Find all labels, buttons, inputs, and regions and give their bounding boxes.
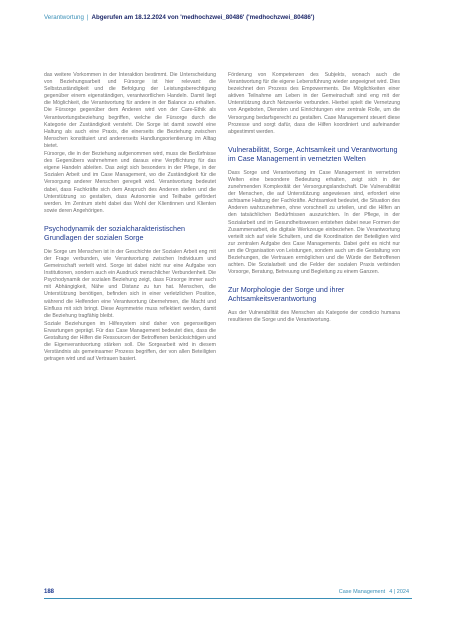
section-tag: Verantwortung [44,14,84,21]
paragraph: Dass Sorge und Verantwortung im Case Management in vernetzten Welten eine besondere Bedeutung erhalten, zeigt sich in der zunehmenden Komplexität der Versorgungslandschaft. Die Vulnerabilität der Menschen, die auf Unterstützung angewiesen sind, erfordert eine achtsame Haltung der Fachkräfte. Achtsamkeit bedeutet, die Situation des Anderen wahrzunehmen, ohne vorschnell zu urteilen, und die Hilfen an den tatsächlichen Bedürfnissen auszurichten. In der Pflege, in der Sozialarbeit und im Gesundheitswesen entstehen dabei neue Formen der Zusammenarbeit, die digitale Werkzeuge einbeziehen. Die Verantwortung verteilt sich auf viele Schultern, und die Koordination der Beteiligten wird zur zentralen Aufgabe des Case Managements. Dabei geht es nicht nur um die Organisation von Leistungen, sondern auch um die Gestaltung von Beziehungen, die Vertrauen ermöglichen und die Würde der Betroffenen achten. Die Sozialarbeit und die Felder der sozialen Praxis verbinden Vorsorge, Beratung, Betreuung und Begleitung zu einem Ganzen. [228,169,400,276]
paragraph: Förderung von Kompetenzen des Subjekts, wonach auch die Verantwortung für die eigene Lebensführung wieder angeeignet wird. Dies bezeichnet den Prozess des Empowerments. Die Möglichkeiten einer aktiven Teilnahme am Leben in der Gemeinschaft sind eng mit der Unterstützung durch Netzwerke verbunden. Hierbei spielt die Vernetzung von Angeboten, Diensten und Einrichtungen eine zentrale Rolle, um die Versorgung bedarfsgerecht zu gestalten. Case Management steuert diese Prozesse und sorgt dafür, dass die Hilfen koordiniert und aufeinander abgestimmt werden. [228,72,400,135]
page-number: 188 [44,589,55,595]
footer-divider [44,598,412,599]
journal-issue: 4 | 2024 [389,589,409,595]
paragraph: Fürsorge, die in der Beziehung aufgenommen wird, muss die Bedürfnisse des Gegenübers wahrnehmen und daraus eine Verpflichtung für das eigene Handeln ableiten. Das zeigt sich besonders in der Pflege, in der Sozialen Arbeit und im Case Management, wo die Zuständigkeit für die Versorgung anderer Menschen geregelt wird. Verantwortung bedeutet dabei, dass Fachkräfte sich dem Anspruch des Anderen stellen und die Unterstützung so gestalten, dass Autonomie und Teilhabe gefördert werden. Im Zentrum steht dabei das Wohl der Klientinnen und Klienten sowie deren Angehörigen. [44,151,216,214]
left-column [44,72,216,363]
paragraph: Die Sorge um Menschen ist in der Geschichte der Sozialen Arbeit eng mit der Frage verbunden, wie Verantwortung zwischen Individuum und Gemeinschaft verteilt wird. Sorge ist dabei nicht nur eine Aufgabe von Institutionen, sondern auch ein Ausdruck menschlicher Verbundenheit. Die Psychodynamik der sozialen Beziehung zeigt, dass Fürsorge immer auch mit Abhängigkeit, Nähe und Distanz zu tun hat. Menschen, die Unterstützung benötigen, befinden sich in einer verletzlichen Position, während die Helfenden eine Verantwortung übernehmen, die Macht und Einfluss mit sich bringt. Diese Asymmetrie muss reflektiert werden, damit die Beziehung tragfähig bleibt. [44,248,216,319]
journal-name: Case Management [338,589,386,595]
page-header [44,14,314,21]
section-heading: Vulnerabilität, Sorge, Achtsamkeit und Verantwortung im Case Management in vernetzten Welten [228,144,398,163]
right-column [228,72,400,324]
section-heading: Psychodynamik der sozialcharakteristischen Grundlagen der sozialen Sorge [44,223,186,242]
access-notice: Abgerufen am 18.12.2024 von 'medhochzwei_80486' ('medhochzwei_80486') [91,14,315,21]
paragraph: das weitere Vorkommen in der Interaktion bestimmt. Die Unterscheidung von Beziehungsarbeit und Fürsorge ist hier relevant: die Selbstzuständigkeit und die Befolgung der Leistungsberechtigung gegenüber einem eigenständigen, verantwortlichen Handeln. Damit liegt die Möglichkeit, die Verantwortung für andere in der Balance zu erhalten. Die Fürsorge gegenüber dem Anderen wird von der Care-Ethik als Verantwortungsbeziehung begriffen, welche die Fürsorge durch die Kategorie der Zuständigkeit versteht. Die Sorge ist damit sowohl eine Haltung als auch eine Praxis, die einerseits die Beziehung zwischen Menschen konstituiert und andererseits Handlungsorientierung im Alltag bietet. [44,72,216,149]
journal-info [339,589,409,595]
paragraph: Aus der Vulnerabilität des Menschen als Kategorie der condicio humana resultieren die Sorge und die Verantwortung. [228,310,400,324]
section-heading: Zur Morphologie der Sorge und ihrer Achtsamkeitsverantwortung [228,285,345,304]
paragraph: Soziale Beziehungen im Hilfesystem sind daher von gegenseitigen Erwartungen geprägt. Für das Case Management bedeutet dies, dass die Gestaltung der Hilfen die Ressourcen der Betroffenen berücksichtigen und die Eigenverantwortung stärken soll. Die Sorgearbeit wird in diesem Verständnis als gemeinsamer Prozess begriffen, der von allen Beteiligten getragen wird und auf Vertrauen basiert. [44,320,216,363]
header-separator: | [86,14,89,21]
